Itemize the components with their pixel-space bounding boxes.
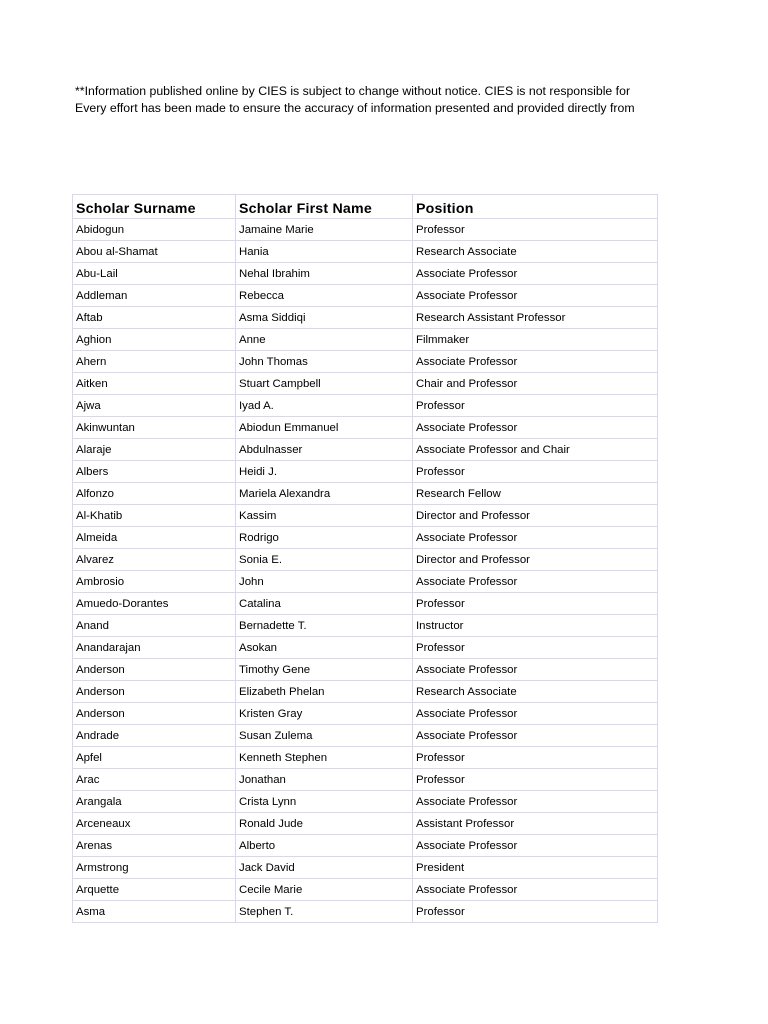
cell-surname: Asma	[73, 901, 236, 923]
cell-surname: Amuedo-Dorantes	[73, 593, 236, 615]
cell-first-name: Stuart Campbell	[236, 373, 413, 395]
scholar-table	[72, 194, 658, 923]
table-row	[73, 439, 658, 461]
cell-surname: Aftab	[73, 307, 236, 329]
table-row	[73, 241, 658, 263]
table-row	[73, 879, 658, 901]
table-row	[73, 373, 658, 395]
table-row	[73, 791, 658, 813]
cell-position: Associate Professor	[413, 835, 658, 857]
table-row	[73, 813, 658, 835]
cell-first-name: Stephen T.	[236, 901, 413, 923]
cell-surname: Anderson	[73, 681, 236, 703]
table-row	[73, 263, 658, 285]
cell-surname: Apfel	[73, 747, 236, 769]
cell-surname: Alaraje	[73, 439, 236, 461]
cell-position: Professor	[413, 901, 658, 923]
cell-first-name: Kassim	[236, 505, 413, 527]
table-row	[73, 395, 658, 417]
cell-surname: Anand	[73, 615, 236, 637]
cell-first-name: Mariela Alexandra	[236, 483, 413, 505]
cell-position: Professor	[413, 593, 658, 615]
table-row	[73, 681, 658, 703]
cell-first-name: Catalina	[236, 593, 413, 615]
table-row	[73, 461, 658, 483]
disclaimer-notice	[75, 83, 657, 117]
cell-first-name: Abdulnasser	[236, 439, 413, 461]
cell-position: Professor	[413, 747, 658, 769]
cell-surname: Aitken	[73, 373, 236, 395]
table-row	[73, 659, 658, 681]
header-scholar-first-name: Scholar First Name	[236, 195, 413, 219]
table-row	[73, 417, 658, 439]
table-row	[73, 219, 658, 241]
cell-position: Director and Professor	[413, 549, 658, 571]
cell-surname: Arceneaux	[73, 813, 236, 835]
cell-position: Associate Professor	[413, 725, 658, 747]
table-body	[73, 219, 658, 923]
cell-position: Research Associate	[413, 241, 658, 263]
cell-surname: Anderson	[73, 703, 236, 725]
cell-first-name: Ronald Jude	[236, 813, 413, 835]
cell-surname: Armstrong	[73, 857, 236, 879]
cell-position: Research Fellow	[413, 483, 658, 505]
cell-position: Professor	[413, 219, 658, 241]
cell-surname: Arquette	[73, 879, 236, 901]
cell-first-name: Susan Zulema	[236, 725, 413, 747]
header-scholar-surname: Scholar Surname	[73, 195, 236, 219]
cell-first-name: Rodrigo	[236, 527, 413, 549]
cell-first-name: Anne	[236, 329, 413, 351]
cell-first-name: Iyad A.	[236, 395, 413, 417]
cell-first-name: Nehal Ibrahim	[236, 263, 413, 285]
cell-surname: Arac	[73, 769, 236, 791]
cell-first-name: Jack David	[236, 857, 413, 879]
cell-surname: Al-Khatib	[73, 505, 236, 527]
cell-surname: Ahern	[73, 351, 236, 373]
cell-surname: Andrade	[73, 725, 236, 747]
cell-surname: Abu-Lail	[73, 263, 236, 285]
table-row	[73, 351, 658, 373]
cell-position: Associate Professor	[413, 417, 658, 439]
cell-position: Research Assistant Professor	[413, 307, 658, 329]
header-position: Position	[413, 195, 658, 219]
table-row	[73, 769, 658, 791]
cell-position: Associate Professor	[413, 263, 658, 285]
table-row	[73, 615, 658, 637]
cell-position: Associate Professor	[413, 659, 658, 681]
table-row	[73, 835, 658, 857]
cell-position: Chair and Professor	[413, 373, 658, 395]
cell-first-name: Crista Lynn	[236, 791, 413, 813]
cell-first-name: Asokan	[236, 637, 413, 659]
disclaimer-line-1: **Information published online by CIES is subject to change without notice. CIES is not responsible for	[75, 84, 631, 98]
table-row	[73, 571, 658, 593]
cell-position: Director and Professor	[413, 505, 658, 527]
table-row	[73, 483, 658, 505]
cell-first-name: Timothy Gene	[236, 659, 413, 681]
table-row	[73, 329, 658, 351]
table-row	[73, 307, 658, 329]
cell-first-name: Rebecca	[236, 285, 413, 307]
cell-surname: Ajwa	[73, 395, 236, 417]
cell-surname: Abou al-Shamat	[73, 241, 236, 263]
cell-position: Professor	[413, 395, 658, 417]
cell-first-name: Kenneth Stephen	[236, 747, 413, 769]
cell-surname: Arenas	[73, 835, 236, 857]
cell-first-name: Kristen Gray	[236, 703, 413, 725]
cell-surname: Aghion	[73, 329, 236, 351]
cell-surname: Albers	[73, 461, 236, 483]
cell-position: Professor	[413, 461, 658, 483]
cell-position: Associate Professor	[413, 571, 658, 593]
table-row	[73, 857, 658, 879]
cell-surname: Addleman	[73, 285, 236, 307]
cell-position: Associate Professor	[413, 703, 658, 725]
table-row	[73, 527, 658, 549]
cell-first-name: John	[236, 571, 413, 593]
cell-position: Associate Professor	[413, 351, 658, 373]
cell-position: Associate Professor	[413, 791, 658, 813]
cell-first-name: Alberto	[236, 835, 413, 857]
cell-surname: Alfonzo	[73, 483, 236, 505]
cell-first-name: Bernadette T.	[236, 615, 413, 637]
table-row	[73, 901, 658, 923]
cell-position: Assistant Professor	[413, 813, 658, 835]
cell-first-name: Abiodun Emmanuel	[236, 417, 413, 439]
disclaimer-line-2: Every effort has been made to ensure the accuracy of information presented and provided directly from	[75, 101, 635, 115]
cell-surname: Anderson	[73, 659, 236, 681]
table-row	[73, 549, 658, 571]
table-row	[73, 505, 658, 527]
cell-first-name: Heidi J.	[236, 461, 413, 483]
table-row	[73, 703, 658, 725]
table-header-row	[73, 195, 658, 219]
cell-surname: Alvarez	[73, 549, 236, 571]
cell-first-name: Hania	[236, 241, 413, 263]
cell-position: Associate Professor	[413, 285, 658, 307]
cell-position: Associate Professor	[413, 879, 658, 901]
cell-surname: Ambrosio	[73, 571, 236, 593]
cell-position: President	[413, 857, 658, 879]
cell-first-name: Jonathan	[236, 769, 413, 791]
cell-position: Associate Professor and Chair	[413, 439, 658, 461]
cell-surname: Akinwuntan	[73, 417, 236, 439]
cell-position: Research Associate	[413, 681, 658, 703]
cell-position: Professor	[413, 769, 658, 791]
cell-first-name: John Thomas	[236, 351, 413, 373]
cell-position: Instructor	[413, 615, 658, 637]
cell-first-name: Jamaine Marie	[236, 219, 413, 241]
cell-surname: Almeida	[73, 527, 236, 549]
table-row	[73, 285, 658, 307]
cell-position: Professor	[413, 637, 658, 659]
cell-first-name: Asma Siddiqi	[236, 307, 413, 329]
cell-position: Associate Professor	[413, 527, 658, 549]
cell-surname: Arangala	[73, 791, 236, 813]
table-row	[73, 747, 658, 769]
cell-surname: Anandarajan	[73, 637, 236, 659]
cell-position: Filmmaker	[413, 329, 658, 351]
cell-first-name: Cecile Marie	[236, 879, 413, 901]
cell-first-name: Sonia E.	[236, 549, 413, 571]
cell-surname: Abidogun	[73, 219, 236, 241]
table-row	[73, 725, 658, 747]
cell-first-name: Elizabeth Phelan	[236, 681, 413, 703]
table-row	[73, 593, 658, 615]
table-row	[73, 637, 658, 659]
